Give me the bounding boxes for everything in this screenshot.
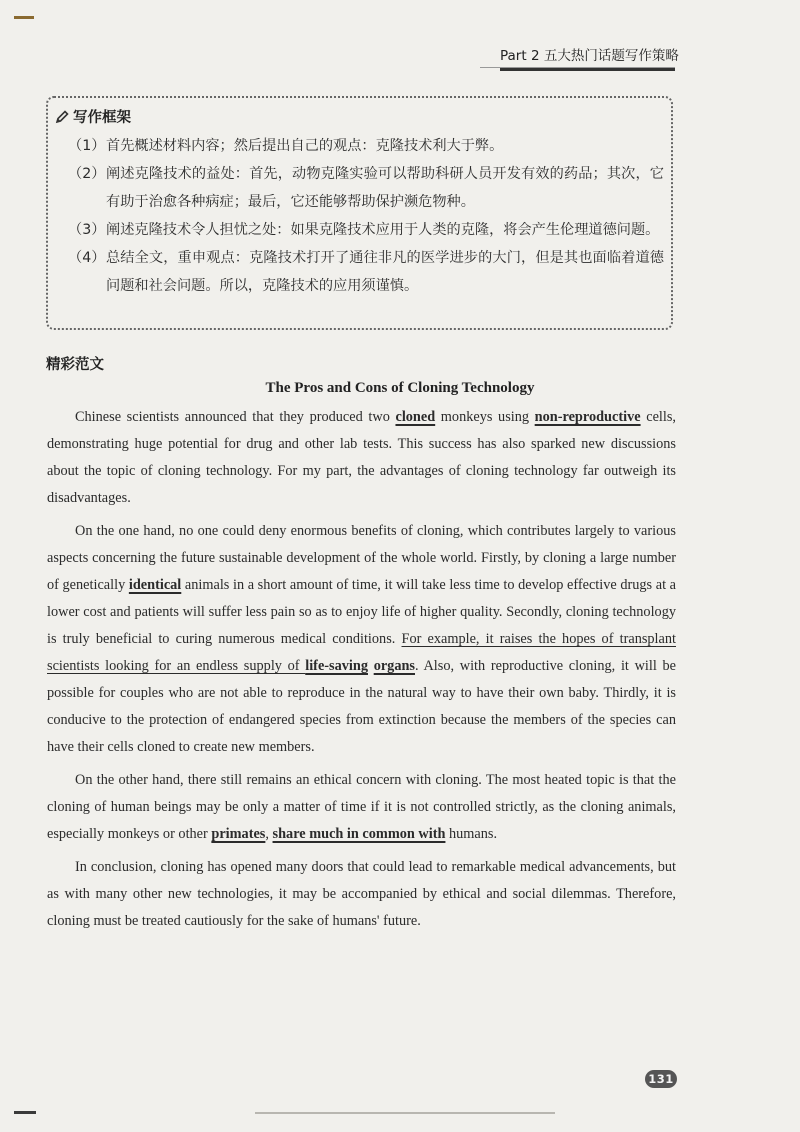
- text-run: Chinese scientists announced that they produced two: [75, 409, 396, 425]
- highlighted-keyword: identical: [128, 577, 182, 593]
- corner-mark-bottom: [14, 1111, 36, 1114]
- framework-item-text: 阐述克隆技术的益处：首先，动物克隆实验可以帮助科研人员开发有效的药品；其次，它有助于治愈各种病症；最后，它还能够帮助保护濒危物种。: [106, 166, 664, 210]
- text-run: monkeys using: [435, 409, 535, 425]
- text-run: humans.: [445, 826, 498, 842]
- text-run: On the one hand, no one could deny enormous benefits of cloning, which contributes largely to various aspects concerning the future sustainable development of the whole world. Firstly, by cloning a large number of genetically: [47, 523, 676, 593]
- writing-framework-box: [46, 96, 673, 330]
- framework-item: [68, 160, 664, 216]
- page-number-badge: 131: [645, 1070, 677, 1088]
- sample-section-title: 精彩范文: [46, 357, 104, 373]
- running-title: Part 2 五大热门话题写作策略: [500, 48, 679, 64]
- text-run: ,: [265, 826, 273, 842]
- framework-item: [68, 132, 664, 160]
- highlighted-keyword: share much in common with: [272, 826, 446, 842]
- framework-item: [68, 216, 664, 244]
- framework-item-text: 阐述克隆技术令人担忧之处：如果克隆技术应用于人类的克隆，将会产生伦理道德问题。: [106, 222, 660, 238]
- text-run: On the other hand, there still remains an ethical concern with cloning. The most heated topic is that the cloning of human beings may be only a matter of time if it is not controlled strictly, as the cloning animals, especially monkeys or other: [47, 772, 676, 842]
- framework-item: [68, 244, 664, 300]
- essay-paragraph-3: [47, 767, 676, 848]
- essay-paragraph-2: [47, 518, 676, 761]
- bottom-divider: [255, 1112, 555, 1114]
- text-run: In conclusion, cloning has opened many doors that could lead to remarkable medical advancements, but as with many other new technologies, it may be accompanied by ethical and social dilemmas. Therefore, cloning must be treated cautiously for the sake of humans' future.: [47, 859, 676, 929]
- text-run: cells, demonstrating huge potential for drug and other lab tests. This success has also sparked new discussions about the topic of cloning technology. For my part, the advantages of cloning technology far outweigh its disadvantages.: [47, 409, 676, 506]
- highlighted-keyword: primates: [211, 826, 266, 842]
- text-run: . Also, with reproductive cloning, it will be possible for couples who are not able to reproduce in the natural way to have their own baby. Thirdly, it is conducive to the protection of endangered species from extinction because the members of the species can have their cells cloned to create new members.: [47, 658, 676, 755]
- corner-mark-top: [14, 16, 34, 19]
- framework-item-number: （1）: [68, 138, 106, 154]
- highlighted-keyword: cloned: [395, 409, 436, 425]
- framework-item-number: （3）: [68, 222, 106, 238]
- framework-list: [68, 132, 664, 300]
- pencil-icon: [54, 109, 70, 125]
- underlined-sentence: For example, it raises the hopes of transplant scientists looking for an endless supply of: [47, 631, 676, 674]
- framework-title-text: 写作框架: [73, 110, 131, 126]
- framework-item-number: （2）: [68, 166, 106, 182]
- framework-title: [54, 106, 131, 127]
- header-rule: [500, 68, 675, 71]
- essay-paragraph-1: [47, 404, 676, 512]
- framework-item-text: 首先概述材料内容；然后提出自己的观点：克隆技术利大于弊。: [106, 138, 504, 154]
- essay-body: [47, 404, 676, 941]
- text-run: animals in a short amount of time, it will take less time to develop effective drugs at a lower cost and patients will suffer less pain so as to enjoy life of higher quality. Secondly, cloning technology is truly beneficial to curing numerous medical conditions.: [47, 577, 677, 647]
- highlighted-keyword: organs: [373, 658, 415, 674]
- highlighted-keyword: life-saving: [305, 658, 368, 674]
- essay-paragraph-4: [47, 854, 676, 935]
- highlighted-keyword: non-reproductive: [534, 409, 641, 425]
- header-thin-rule: [480, 67, 675, 68]
- framework-item-number: （4）: [68, 250, 106, 266]
- essay-title: The Pros and Cons of Cloning Technology: [265, 380, 535, 396]
- framework-item-text: 总结全文，重申观点：克隆技术打开了通往非凡的医学进步的大门，但是其也面临着道德问题和社会问题。所以，克隆技术的应用须谨慎。: [106, 250, 664, 294]
